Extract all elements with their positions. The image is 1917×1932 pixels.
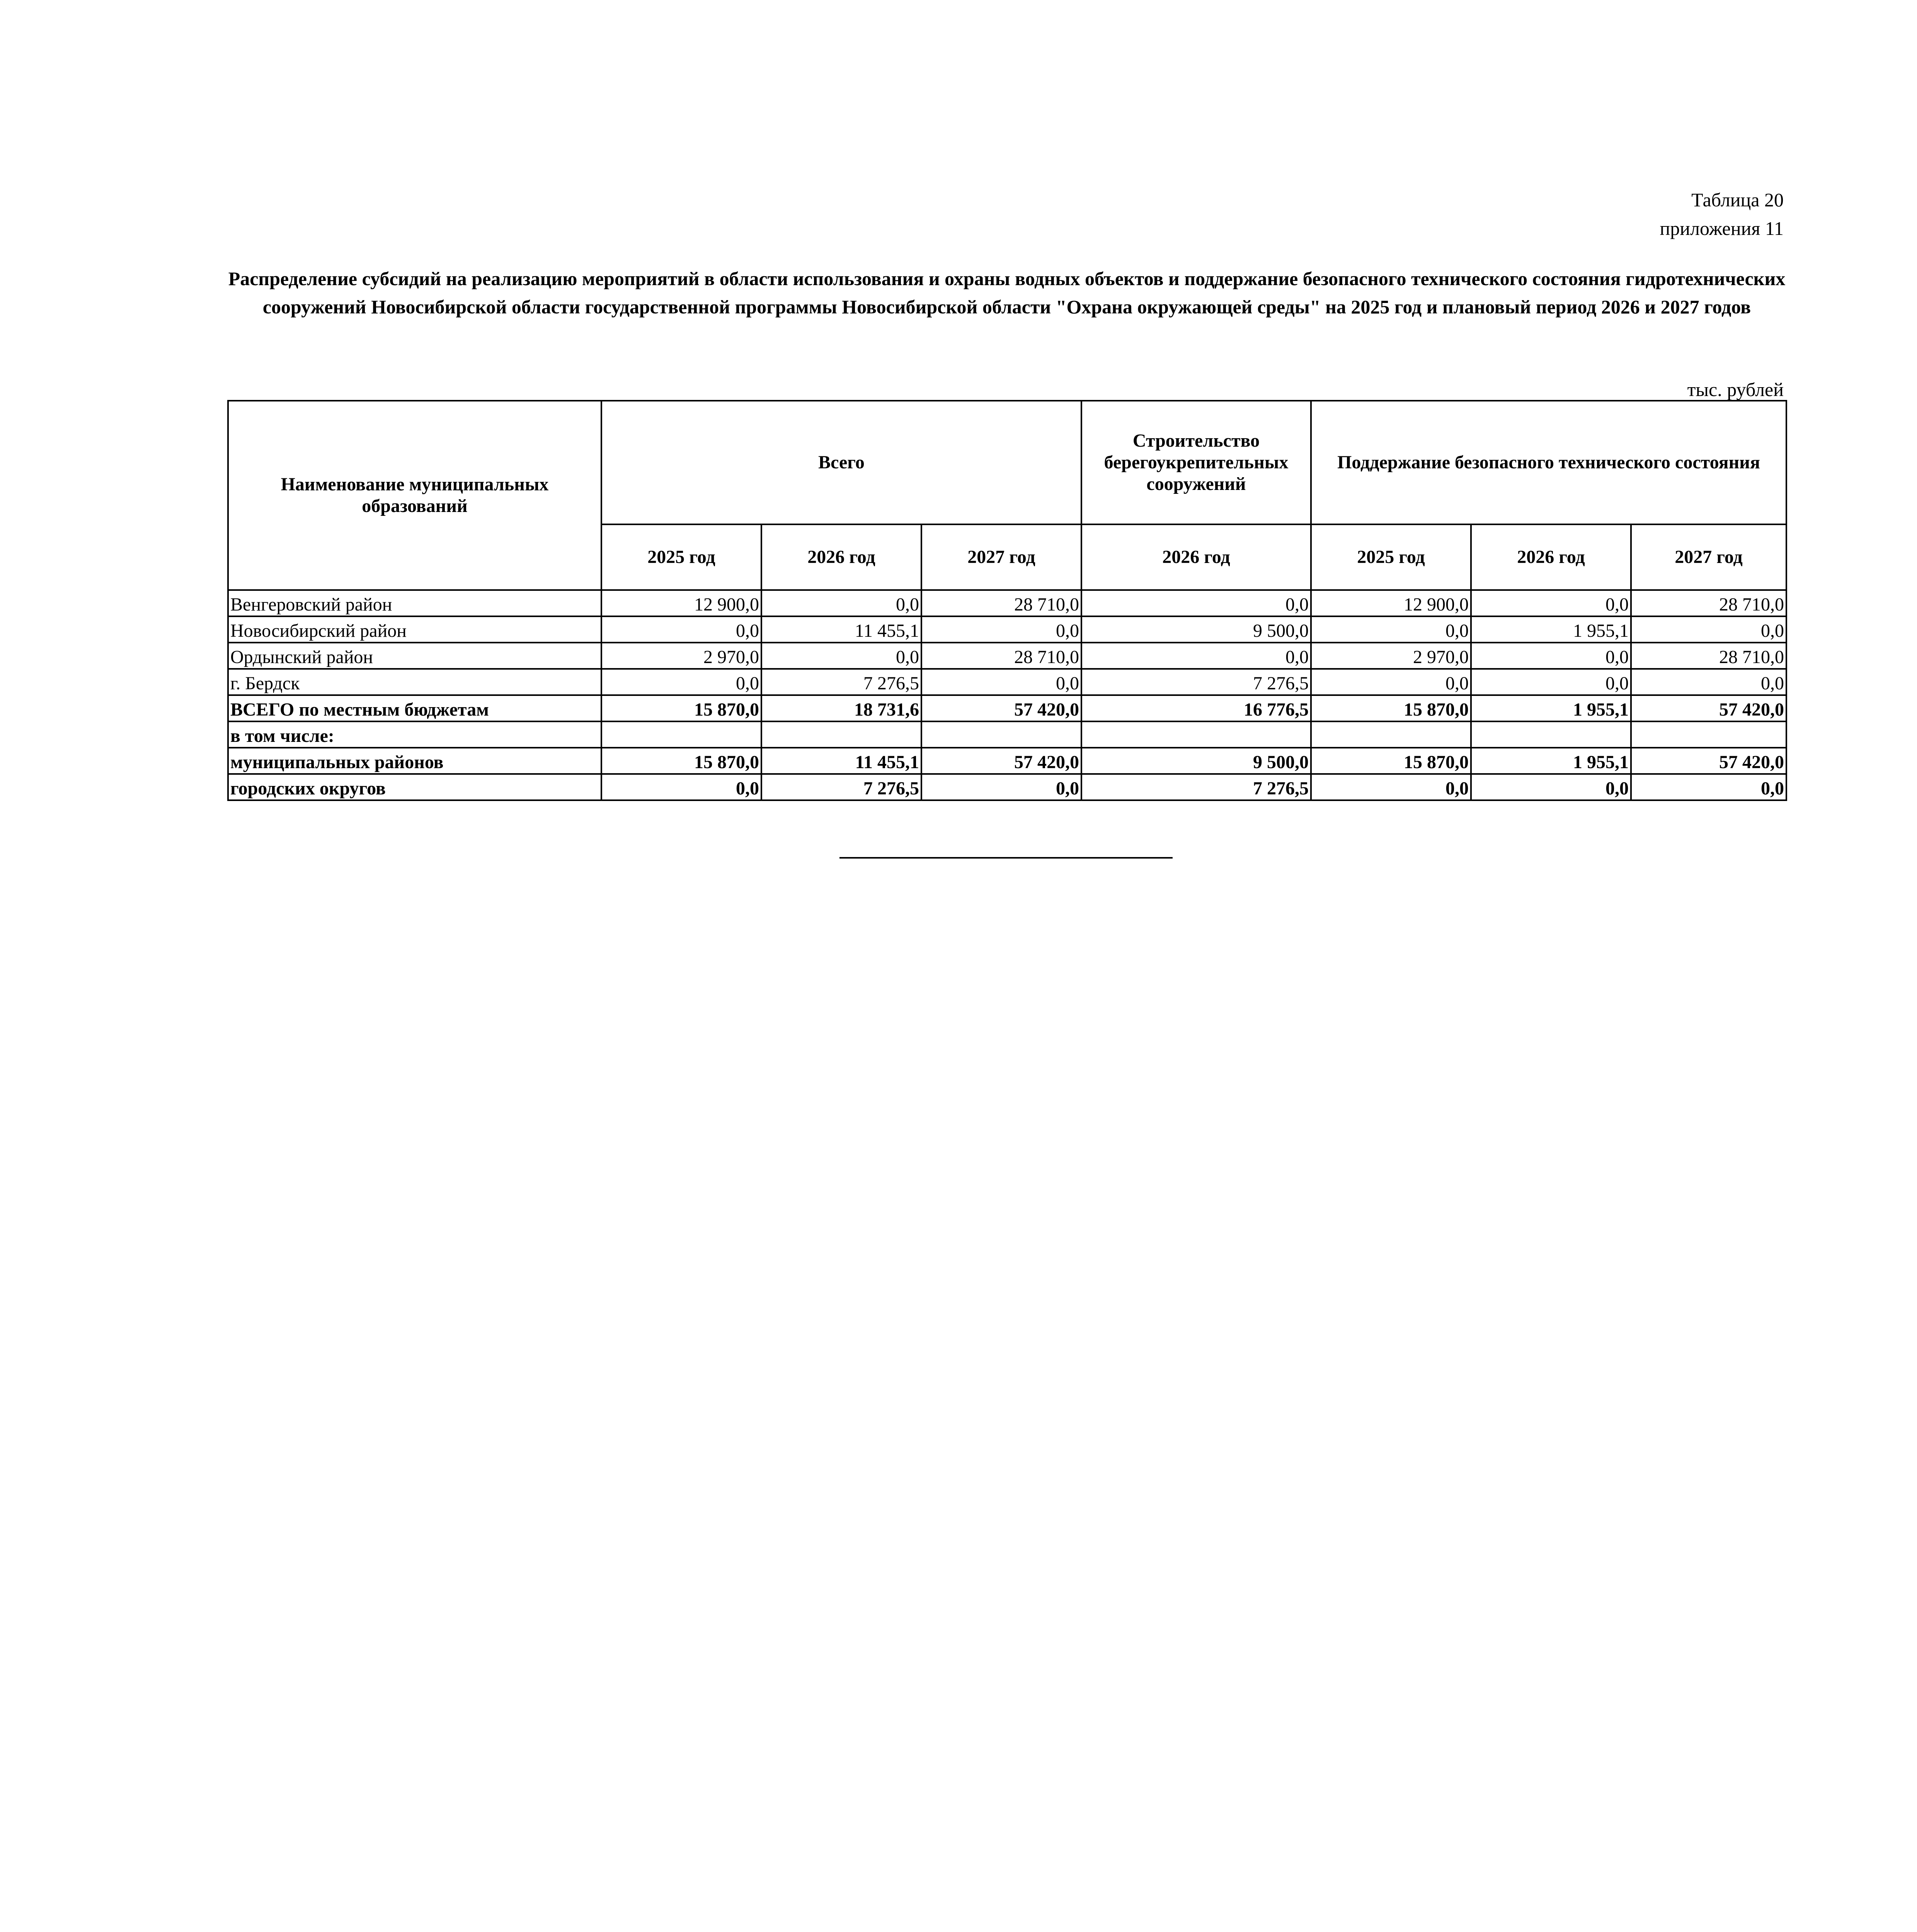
cell-value (761, 721, 921, 748)
cell-value: 0,0 (1631, 616, 1786, 643)
cell-value: 11 455,1 (761, 616, 921, 643)
cell-value: 0,0 (1631, 669, 1786, 695)
cell-value: 0,0 (601, 774, 761, 800)
cell-value: 0,0 (921, 616, 1081, 643)
header-year: 2027 год (1631, 524, 1786, 590)
cell-value (921, 721, 1081, 748)
table-row-total (228, 695, 1786, 721)
cell-value: 0,0 (1081, 590, 1311, 616)
row-name: ВСЕГО по местным бюджетам (228, 695, 601, 721)
cell-value: 15 870,0 (1311, 748, 1471, 774)
cell-value: 0,0 (1311, 669, 1471, 695)
table-row-subtotal (228, 748, 1786, 774)
row-name: Новосибирский район (228, 616, 601, 643)
cell-value: 28 710,0 (921, 590, 1081, 616)
table-number: Таблица 20 (1691, 189, 1784, 211)
table-row-subtotal (228, 774, 1786, 800)
cell-value: 18 731,6 (761, 695, 921, 721)
cell-value (601, 721, 761, 748)
cell-value (1311, 721, 1471, 748)
cell-value: 0,0 (1081, 643, 1311, 669)
cell-value: 1 955,1 (1471, 748, 1631, 774)
header-maintenance: Поддержание безопасного технического состояния (1311, 401, 1786, 524)
cell-value: 0,0 (1471, 590, 1631, 616)
header-construction: Строительство берегоукрепительных сооружений (1081, 401, 1311, 524)
table-row-subheader (228, 721, 1786, 748)
cell-value (1631, 721, 1786, 748)
row-name: муниципальных районов (228, 748, 601, 774)
cell-value: 0,0 (921, 669, 1081, 695)
cell-value: 7 276,5 (761, 774, 921, 800)
header-year: 2026 год (1081, 524, 1311, 590)
cell-value: 7 276,5 (761, 669, 921, 695)
cell-value: 9 500,0 (1081, 748, 1311, 774)
table-row (228, 669, 1786, 695)
cell-value: 15 870,0 (1311, 695, 1471, 721)
cell-value (1471, 721, 1631, 748)
header-total: Всего (601, 401, 1081, 524)
table-row (228, 616, 1786, 643)
cell-value: 12 900,0 (1311, 590, 1471, 616)
cell-value: 1 955,1 (1471, 616, 1631, 643)
header-year: 2026 год (1471, 524, 1631, 590)
cell-value (1081, 721, 1311, 748)
cell-value: 0,0 (761, 643, 921, 669)
cell-value: 0,0 (1471, 774, 1631, 800)
cell-value: 57 420,0 (921, 695, 1081, 721)
end-divider (839, 857, 1173, 859)
cell-value: 1 955,1 (1471, 695, 1631, 721)
header-municipality: Наименование муниципальных образований (228, 401, 601, 590)
cell-value: 57 420,0 (1631, 748, 1786, 774)
cell-value: 57 420,0 (921, 748, 1081, 774)
cell-value: 0,0 (1631, 774, 1786, 800)
cell-value: 0,0 (761, 590, 921, 616)
cell-value: 2 970,0 (1311, 643, 1471, 669)
cell-value: 0,0 (601, 616, 761, 643)
cell-value: 0,0 (1471, 643, 1631, 669)
header-year: 2025 год (1311, 524, 1471, 590)
header-year: 2026 год (761, 524, 921, 590)
cell-value: 16 776,5 (1081, 695, 1311, 721)
appendix-reference: приложения 11 (1660, 218, 1784, 239)
row-name: городских округов (228, 774, 601, 800)
header-year: 2025 год (601, 524, 761, 590)
cell-value: 15 870,0 (601, 748, 761, 774)
cell-value: 0,0 (921, 774, 1081, 800)
cell-value: 7 276,5 (1081, 774, 1311, 800)
table-row (228, 590, 1786, 616)
cell-value: 0,0 (1311, 616, 1471, 643)
row-name: Ордынский район (228, 643, 601, 669)
header-year: 2027 год (921, 524, 1081, 590)
cell-value: 57 420,0 (1631, 695, 1786, 721)
header-row-groups (228, 401, 1786, 524)
units-label: тыс. рублей (1687, 379, 1784, 400)
cell-value: 15 870,0 (601, 695, 761, 721)
cell-value: 28 710,0 (1631, 590, 1786, 616)
cell-value: 0,0 (1311, 774, 1471, 800)
cell-value: 0,0 (1471, 669, 1631, 695)
cell-value: 11 455,1 (761, 748, 921, 774)
document-title: Распределение субсидий на реализацию мероприятий в области использования и охраны водных объектов и поддержание безопасного технического состояния гидротехнических сооружений Новосибирской области государственной программы Новосибирской области "Охрана окружающей среды" на 2025 год и плановый период 2026 и 2027 годов (228, 268, 1786, 318)
cell-value: 28 710,0 (921, 643, 1081, 669)
cell-value: 12 900,0 (601, 590, 761, 616)
cell-value: 0,0 (601, 669, 761, 695)
row-name: в том числе: (228, 721, 601, 748)
row-name: Венгеровский район (228, 590, 601, 616)
cell-value: 7 276,5 (1081, 669, 1311, 695)
cell-value: 2 970,0 (601, 643, 761, 669)
cell-value: 9 500,0 (1081, 616, 1311, 643)
subsidy-table (227, 400, 1787, 801)
row-name: г. Бердск (228, 669, 601, 695)
cell-value: 28 710,0 (1631, 643, 1786, 669)
table-row (228, 643, 1786, 669)
